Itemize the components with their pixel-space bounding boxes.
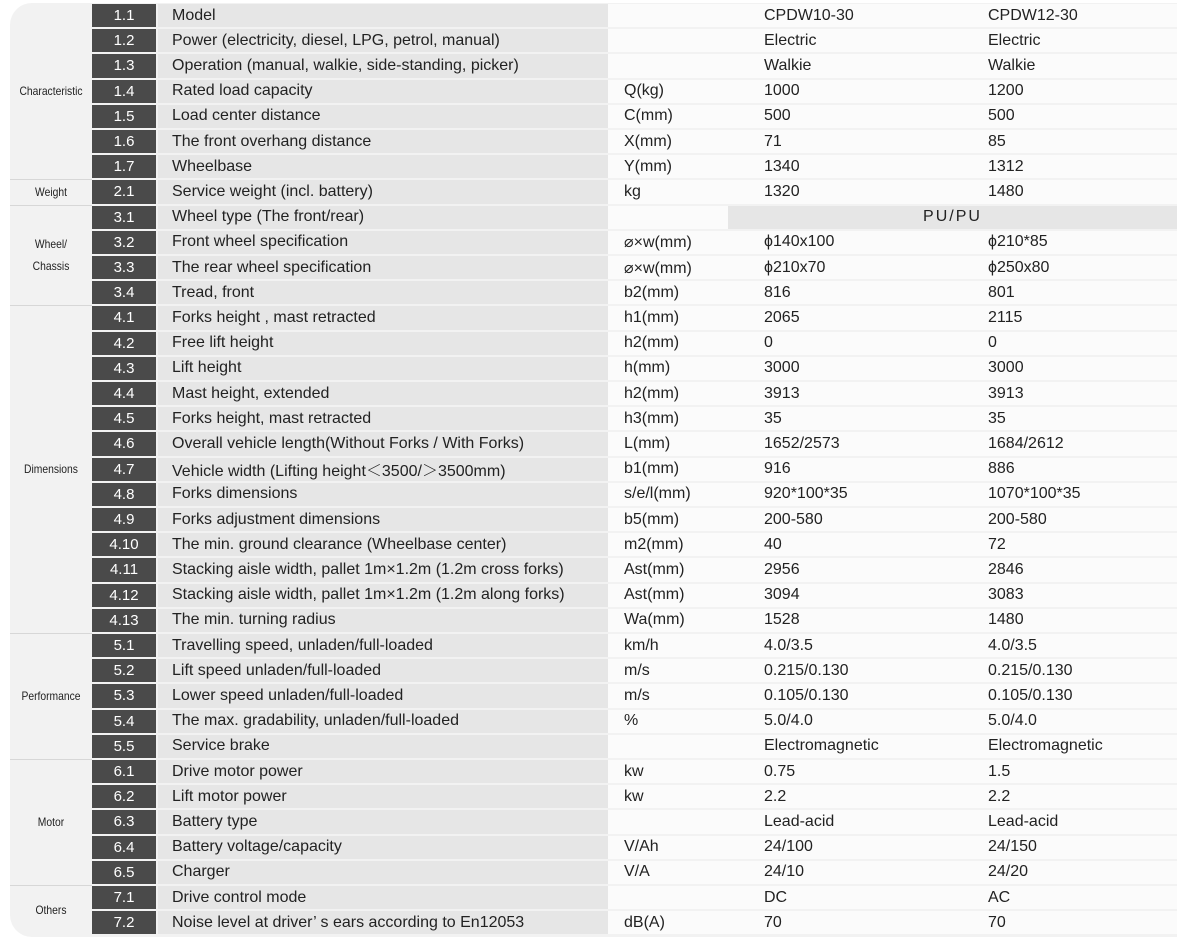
table-row (92, 104, 1177, 129)
row-value-cpdw12: 2.2 (952, 785, 1177, 808)
row-item: Travelling speed, unladen/full-loaded (158, 634, 620, 657)
group-divider (10, 759, 92, 760)
row-unit: Ast(mm) (608, 584, 742, 607)
group-label-text (19, 80, 82, 102)
row-item: Drive motor power (158, 760, 620, 783)
row-number: 1.6 (92, 130, 156, 153)
table-row (92, 154, 1177, 179)
row-item: Front wheel specification (158, 231, 620, 254)
row-unit: m2(mm) (608, 533, 742, 556)
group-divider (10, 885, 92, 886)
row-number: 4.8 (92, 483, 156, 506)
table-row (92, 431, 1177, 456)
row-value-cpdw10: 0.75 (728, 760, 986, 783)
row-value-cpdw10: 24/10 (728, 861, 986, 884)
group-label-text (36, 899, 67, 921)
row-item: Forks height, mast retracted (158, 407, 620, 430)
row-value-cpdw10: 1320 (728, 180, 986, 203)
table-row (92, 356, 1177, 381)
row-item: The front overhang distance (158, 130, 620, 153)
row-item: Battery type (158, 810, 620, 833)
row-value-cpdw10: Electromagnetic (728, 735, 986, 758)
row-unit: V/Ah (608, 836, 742, 859)
group-divider (10, 633, 92, 634)
row-value-cpdw10: 2065 (728, 306, 986, 329)
row-item: The min. turning radius (158, 609, 620, 632)
row-item: Free lift height (158, 332, 620, 355)
row-value-cpdw12: 801 (952, 281, 1177, 304)
table-row (92, 583, 1177, 608)
row-item: Battery voltage/capacity (158, 836, 620, 859)
row-value-cpdw10: 1528 (728, 609, 986, 632)
row-value-cpdw12: Walkie (952, 54, 1177, 77)
row-value-cpdw12: 24/20 (952, 861, 1177, 884)
row-unit: m/s (608, 659, 742, 682)
group-label-line: Dimensions (24, 462, 78, 477)
row-number: 5.5 (92, 735, 156, 758)
group-label (16, 633, 87, 759)
row-item: Vehicle width (Lifting height＜3500/＞3500mm) (158, 458, 620, 481)
row-unit (608, 54, 742, 77)
table-row (92, 230, 1177, 255)
row-value-cpdw10: 3094 (728, 584, 986, 607)
row-number: 6.5 (92, 861, 156, 884)
row-value-cpdw12: 4.0/3.5 (952, 634, 1177, 657)
row-value-cpdw10: 200-580 (728, 508, 986, 531)
row-number: 5.1 (92, 634, 156, 657)
row-unit (608, 886, 742, 909)
table-row (92, 709, 1177, 734)
row-item: Stacking aisle width, pallet 1m×1.2m (1.2m along forks) (158, 584, 620, 607)
row-number: 4.12 (92, 584, 156, 607)
row-item: Mast height, extended (158, 382, 620, 405)
row-value-cpdw12: 35 (952, 407, 1177, 430)
row-number: 4.9 (92, 508, 156, 531)
row-number: 3.3 (92, 256, 156, 279)
row-number: 2.1 (92, 180, 156, 203)
row-value-cpdw12: CPDW12-30 (952, 4, 1177, 27)
row-value-cpdw10: DC (728, 886, 986, 909)
table-row (92, 885, 1177, 910)
row-number: 3.2 (92, 231, 156, 254)
group-label-line: Characteristic (19, 84, 83, 99)
table-row (92, 53, 1177, 78)
row-unit: m/s (608, 684, 742, 707)
row-value-cpdw12: 3913 (952, 382, 1177, 405)
row-number: 4.5 (92, 407, 156, 430)
table-row (92, 910, 1177, 935)
group-label (16, 305, 87, 633)
table-row (92, 835, 1177, 860)
row-unit: Q(kg) (608, 80, 742, 103)
group-label-text (33, 233, 70, 277)
row-value-cpdw10: 816 (728, 281, 986, 304)
row-value-cpdw10: 0 (728, 332, 986, 355)
row-item: Stacking aisle width, pallet 1m×1.2m (1.2m cross forks) (158, 558, 620, 581)
row-item: Overall vehicle length(Without Forks / With Forks) (158, 432, 620, 455)
row-number: 6.3 (92, 810, 156, 833)
row-unit: Y(mm) (608, 155, 742, 178)
row-item: Drive control mode (158, 886, 620, 909)
row-unit: dB(A) (608, 911, 742, 934)
table-row (92, 3, 1177, 28)
row-item: Load center distance (158, 105, 620, 128)
row-value-cpdw12: 2115 (952, 306, 1177, 329)
group-label-line: Motor (37, 815, 65, 829)
row-value-cpdw10: 2956 (728, 558, 986, 581)
row-value-cpdw12: 85 (952, 130, 1177, 153)
row-unit: kg (608, 180, 742, 203)
row-value-cpdw12: 1200 (952, 80, 1177, 103)
table-row (92, 532, 1177, 557)
table-row (92, 557, 1177, 582)
row-number: 4.13 (92, 609, 156, 632)
table-row (92, 784, 1177, 809)
row-number: 6.1 (92, 760, 156, 783)
group-divider (10, 305, 92, 306)
group-divider (10, 205, 92, 206)
table-row (92, 381, 1177, 406)
row-value-cpdw10: Lead-acid (728, 810, 986, 833)
row-item: Service weight (incl. battery) (158, 180, 620, 203)
row-unit: ⌀×w(mm) (608, 231, 742, 254)
row-item: The min. ground clearance (Wheelbase center) (158, 533, 620, 556)
row-value-cpdw10: 24/100 (728, 836, 986, 859)
row-item: Lower speed unladen/full-loaded (158, 684, 620, 707)
row-unit: % (608, 710, 742, 733)
group-label (16, 3, 87, 179)
row-value-cpdw10: 5.0/4.0 (728, 710, 986, 733)
row-number: 4.10 (92, 533, 156, 556)
row-value-cpdw12: 0 (952, 332, 1177, 355)
row-value-cpdw12: 72 (952, 533, 1177, 556)
row-value-cpdw10: 2.2 (728, 785, 986, 808)
row-item: Charger (158, 861, 620, 884)
row-unit (608, 206, 742, 229)
row-value-cpdw10: 0.105/0.130 (728, 684, 986, 707)
row-value-cpdw12: 24/150 (952, 836, 1177, 859)
row-item: Lift motor power (158, 785, 620, 808)
row-unit: kw (608, 760, 742, 783)
row-value-cpdw12: 70 (952, 911, 1177, 934)
row-unit: h(mm) (608, 357, 742, 380)
row-value-cpdw10: CPDW10-30 (728, 4, 986, 27)
row-unit (608, 29, 742, 52)
table-row (92, 633, 1177, 658)
table-row (92, 683, 1177, 708)
row-value-cpdw10: 35 (728, 407, 986, 430)
row-value-cpdw12: ϕ210*85 (952, 231, 1177, 254)
row-value-cpdw12: AC (952, 886, 1177, 909)
group-label-text (38, 811, 64, 833)
table-row (92, 179, 1177, 204)
row-number: 4.3 (92, 357, 156, 380)
group-label-text (24, 458, 78, 480)
row-unit: Ast(mm) (608, 558, 742, 581)
row-value-cpdw12: 200-580 (952, 508, 1177, 531)
row-value-cpdw10: ϕ210x70 (728, 256, 986, 279)
row-number: 5.3 (92, 684, 156, 707)
row-number: 1.2 (92, 29, 156, 52)
row-unit: C(mm) (608, 105, 742, 128)
table-row (92, 406, 1177, 431)
row-item: Model (158, 4, 620, 27)
row-value-cpdw10: 71 (728, 130, 986, 153)
row-value-cpdw12: 1480 (952, 180, 1177, 203)
row-item: Wheelbase (158, 155, 620, 178)
row-item: Service brake (158, 735, 620, 758)
table-row (92, 28, 1177, 53)
group-label-line: Others (35, 903, 67, 918)
row-number: 4.11 (92, 558, 156, 581)
row-value-cpdw12: 1480 (952, 609, 1177, 632)
row-unit: ⌀×w(mm) (608, 256, 742, 279)
row-value-cpdw10: 1000 (728, 80, 986, 103)
row-number: 6.4 (92, 836, 156, 859)
row-number: 5.4 (92, 710, 156, 733)
group-label-line: Wheel/ (34, 236, 68, 251)
row-number: 1.1 (92, 4, 156, 27)
row-value-cpdw12: 1684/2612 (952, 432, 1177, 455)
table-row (92, 759, 1177, 784)
row-value-cpdw12: 1070*100*35 (952, 483, 1177, 506)
row-unit: km/h (608, 634, 742, 657)
table-row (92, 331, 1177, 356)
table-row (92, 205, 1177, 230)
row-value-cpdw12: Electric (952, 29, 1177, 52)
row-number: 7.1 (92, 886, 156, 909)
group-divider (10, 179, 92, 180)
row-number: 4.6 (92, 432, 156, 455)
table-row (92, 129, 1177, 154)
row-value-cpdw10: 40 (728, 533, 986, 556)
row-value-cpdw12: 5.0/4.0 (952, 710, 1177, 733)
row-item: Lift height (158, 357, 620, 380)
row-value-cpdw10: 500 (728, 105, 986, 128)
row-value-cpdw12: 886 (952, 458, 1177, 481)
row-value-cpdw12: 0.215/0.130 (952, 659, 1177, 682)
row-unit (608, 735, 742, 758)
row-unit: h2(mm) (608, 382, 742, 405)
row-item: Rated load capacity (158, 80, 620, 103)
row-value-cpdw12: 3000 (952, 357, 1177, 380)
row-unit (608, 810, 742, 833)
row-value-cpdw10: Electric (728, 29, 986, 52)
row-value-cpdw10: 4.0/3.5 (728, 634, 986, 657)
row-item: Lift speed unladen/full-loaded (158, 659, 620, 682)
row-value-cpdw10: 1652/2573 (728, 432, 986, 455)
table-row (92, 658, 1177, 683)
row-item: The rear wheel specification (158, 256, 620, 279)
row-value-cpdw12: 3083 (952, 584, 1177, 607)
row-unit: V/A (608, 861, 742, 884)
row-value-cpdw10: Walkie (728, 54, 986, 77)
row-number: 3.4 (92, 281, 156, 304)
row-number: 1.5 (92, 105, 156, 128)
row-number: 1.4 (92, 80, 156, 103)
row-number: 1.3 (92, 54, 156, 77)
table-row (92, 482, 1177, 507)
row-item: The max. gradability, unladen/full-loaded (158, 710, 620, 733)
group-label-text (35, 181, 67, 203)
row-unit: X(mm) (608, 130, 742, 153)
row-item: Power (electricity, diesel, LPG, petrol, manual) (158, 29, 620, 52)
row-unit: h2(mm) (608, 332, 742, 355)
row-value-cpdw10: 920*100*35 (728, 483, 986, 506)
row-value-cpdw10: 70 (728, 911, 986, 934)
group-label (16, 205, 87, 306)
row-unit: kw (608, 785, 742, 808)
row-unit: b5(mm) (608, 508, 742, 531)
table-row (92, 457, 1177, 482)
row-item: Operation (manual, walkie, side-standing, picker) (158, 54, 620, 77)
table-row (92, 305, 1177, 330)
row-merged-value: PU/PU (728, 206, 1177, 229)
row-number: 4.1 (92, 306, 156, 329)
row-value-cpdw12: Electromagnetic (952, 735, 1177, 758)
row-value-cpdw12: 1312 (952, 155, 1177, 178)
row-value-cpdw12: 500 (952, 105, 1177, 128)
group-label-line: Chassis (32, 258, 70, 273)
row-unit: h1(mm) (608, 306, 742, 329)
row-value-cpdw12: 1.5 (952, 760, 1177, 783)
group-label (16, 885, 87, 935)
row-value-cpdw12: Lead-acid (952, 810, 1177, 833)
table-row (92, 608, 1177, 633)
row-unit: b1(mm) (608, 458, 742, 481)
row-value-cpdw10: ϕ140x100 (728, 231, 986, 254)
row-item: Wheel type (The front/rear) (158, 206, 620, 229)
row-value-cpdw10: 3000 (728, 357, 986, 380)
row-number: 3.1 (92, 206, 156, 229)
table-row (92, 734, 1177, 759)
row-item: Noise level at driver’ s ears according to En12053 (158, 911, 620, 934)
spec-table (10, 3, 1177, 937)
group-label (16, 179, 87, 204)
table-row (92, 255, 1177, 280)
row-value-cpdw10: 1340 (728, 155, 986, 178)
group-label-text (21, 685, 80, 707)
row-number: 4.7 (92, 458, 156, 481)
table-row (92, 79, 1177, 104)
row-number: 5.2 (92, 659, 156, 682)
row-value-cpdw12: 2846 (952, 558, 1177, 581)
row-value-cpdw12: ϕ250x80 (952, 256, 1177, 279)
row-item: Tread, front (158, 281, 620, 304)
row-number: 7.2 (92, 911, 156, 934)
row-unit (608, 4, 742, 27)
group-label (16, 759, 87, 885)
row-number: 6.2 (92, 785, 156, 808)
table-row (92, 280, 1177, 305)
row-value-cpdw10: 916 (728, 458, 986, 481)
row-unit: Wa(mm) (608, 609, 742, 632)
row-value-cpdw10: 3913 (728, 382, 986, 405)
group-label-line: Weight (35, 184, 67, 199)
row-item: Forks height , mast retracted (158, 306, 620, 329)
table-row (92, 809, 1177, 834)
row-value-cpdw10: 0.215/0.130 (728, 659, 986, 682)
row-unit: L(mm) (608, 432, 742, 455)
row-item: Forks dimensions (158, 483, 620, 506)
table-row (92, 860, 1177, 885)
group-label-line: Performance (21, 689, 81, 703)
row-unit: h3(mm) (608, 407, 742, 430)
row-unit: s/e/l(mm) (608, 483, 742, 506)
row-number: 4.2 (92, 332, 156, 355)
row-value-cpdw12: 0.105/0.130 (952, 684, 1177, 707)
row-item: Forks adjustment dimensions (158, 508, 620, 531)
table-row (92, 507, 1177, 532)
row-number: 1.7 (92, 155, 156, 178)
row-unit: b2(mm) (608, 281, 742, 304)
row-number: 4.4 (92, 382, 156, 405)
